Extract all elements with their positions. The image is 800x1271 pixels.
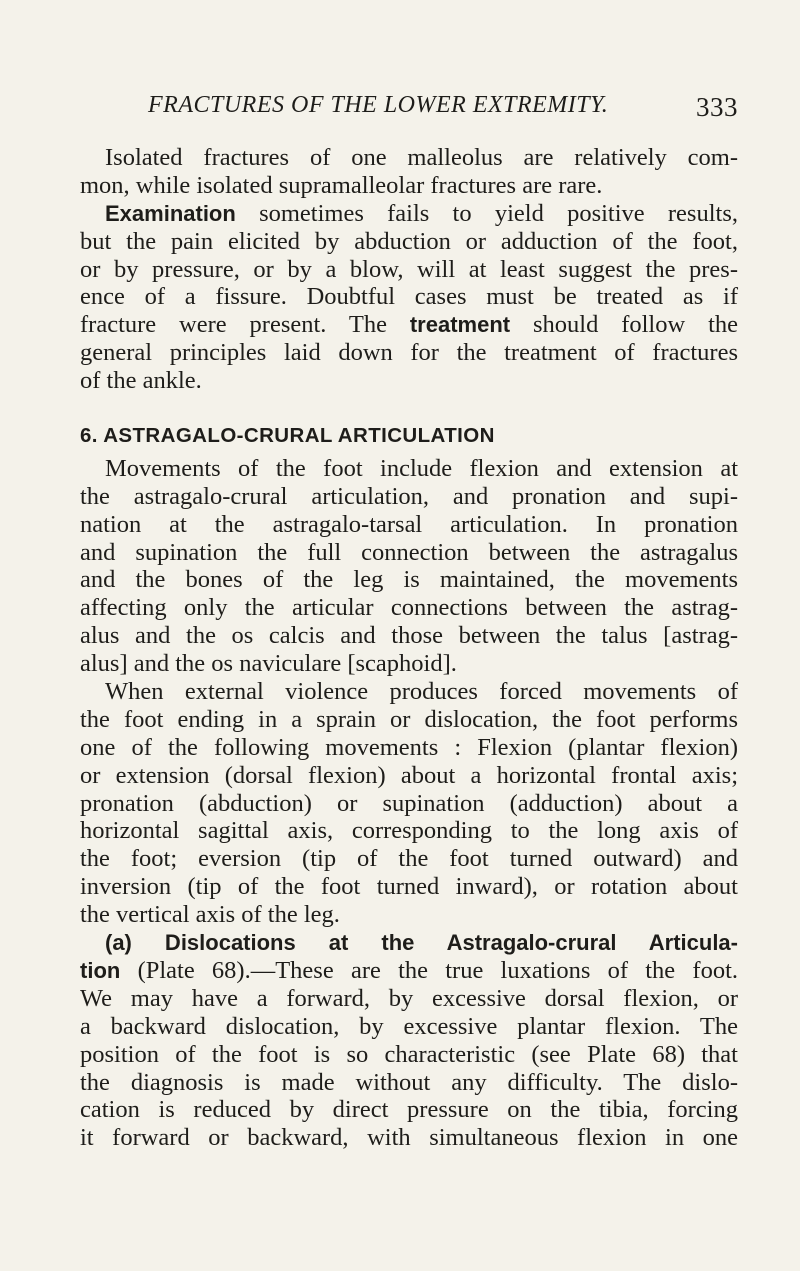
text-line: the astragalo-crural articulation, and pronation and supi- bbox=[80, 482, 738, 510]
text-line: of the ankle. bbox=[80, 367, 202, 395]
text-line: When external violence produces forced movements of bbox=[105, 678, 738, 706]
text-line bbox=[80, 957, 738, 985]
text-line: Movements of the foot include flexion and extension at bbox=[105, 454, 738, 482]
body-text bbox=[80, 144, 738, 1152]
text-line: a backward dislocation, by excessive plantar flexion. The bbox=[80, 1012, 738, 1040]
subsection-heading: (a) Dislocations at the Astragalo-crural Articula- bbox=[105, 930, 738, 956]
text-line: the vertical axis of the leg. bbox=[80, 901, 340, 929]
paragraph-dislocations bbox=[80, 929, 738, 1152]
text-line bbox=[80, 200, 738, 228]
text-line: mon, while isolated supramalleolar fractures are rare. bbox=[80, 171, 603, 199]
running-head bbox=[148, 92, 738, 122]
text-fragment: sometimes fails to yield positive results, bbox=[259, 199, 738, 227]
text-line: one of the following movements : Flexion (plantar flexion) bbox=[80, 733, 738, 761]
text-line: the foot ending in a sprain or dislocation, the foot performs bbox=[80, 705, 738, 733]
text-line: the diagnosis is made without any difficulty. The dislo- bbox=[80, 1068, 738, 1096]
text-line: pronation (abduction) or supination (adduction) about a bbox=[80, 789, 738, 817]
paragraph-malleolus bbox=[80, 144, 738, 200]
text-fragment: (Plate 68).—These are the true luxations of the foot. bbox=[137, 956, 738, 984]
text-line: inversion (tip of the foot turned inward), or rotation about bbox=[80, 873, 738, 901]
text-line: but the pain elicited by abduction or adduction of the foot, bbox=[80, 227, 738, 255]
page-number: 333 bbox=[696, 92, 738, 122]
text-line: general principles laid down for the treatment of fractures bbox=[80, 339, 738, 367]
text-line: the foot; eversion (tip of the foot turned outward) and bbox=[80, 845, 738, 873]
subsection-heading-end: tion bbox=[80, 957, 121, 983]
text-line: and supination the full connection between the astragalus bbox=[80, 538, 738, 566]
text-line: horizontal sagittal axis, corresponding to the long axis of bbox=[80, 817, 738, 845]
text-line: We may have a forward, by excessive dorsal flexion, or bbox=[80, 984, 738, 1012]
text-fragment: fracture were present. The bbox=[80, 311, 387, 339]
paragraph-examination bbox=[80, 200, 738, 395]
text-line: Isolated fractures of one malleolus are relatively com- bbox=[105, 144, 738, 171]
text-line: alus] and the os naviculare [scaphoid]. bbox=[80, 650, 457, 678]
text-line: and the bones of the leg is maintained, the movements bbox=[80, 566, 738, 594]
text-line: nation at the astragalo-tarsal articulation. In pronation bbox=[80, 510, 738, 538]
text-line: or by pressure, or by a blow, will at least suggest the pres- bbox=[80, 255, 738, 283]
text-line: alus and the os calcis and those between the talus [astrag- bbox=[80, 622, 738, 650]
text-line: position of the foot is so characteristic (see Plate 68) that bbox=[80, 1040, 738, 1068]
section-heading: 6. ASTRAGALO-CRURAL ARTICULATION bbox=[80, 424, 495, 448]
text-line bbox=[80, 311, 738, 339]
paragraph-movements bbox=[80, 455, 738, 678]
text-fragment: should follow the bbox=[532, 311, 738, 339]
text-line: it forward or backward, with simultaneous flexion in one bbox=[80, 1124, 738, 1152]
text-line: affecting only the articular connections between the astrag- bbox=[80, 594, 738, 622]
examination-term: Examination bbox=[105, 200, 236, 226]
text-line: cation is reduced by direct pressure on the tibia, forcing bbox=[80, 1096, 738, 1124]
text-line: ence of a fissure. Doubtful cases must be treated as if bbox=[80, 283, 738, 311]
paragraph-external-violence bbox=[80, 678, 738, 929]
text-line: or extension (dorsal flexion) about a horizontal frontal axis; bbox=[80, 761, 738, 789]
treatment-term: treatment bbox=[409, 312, 511, 338]
running-head-title: FRACTURES OF THE LOWER EXTREMITY. bbox=[148, 92, 609, 118]
